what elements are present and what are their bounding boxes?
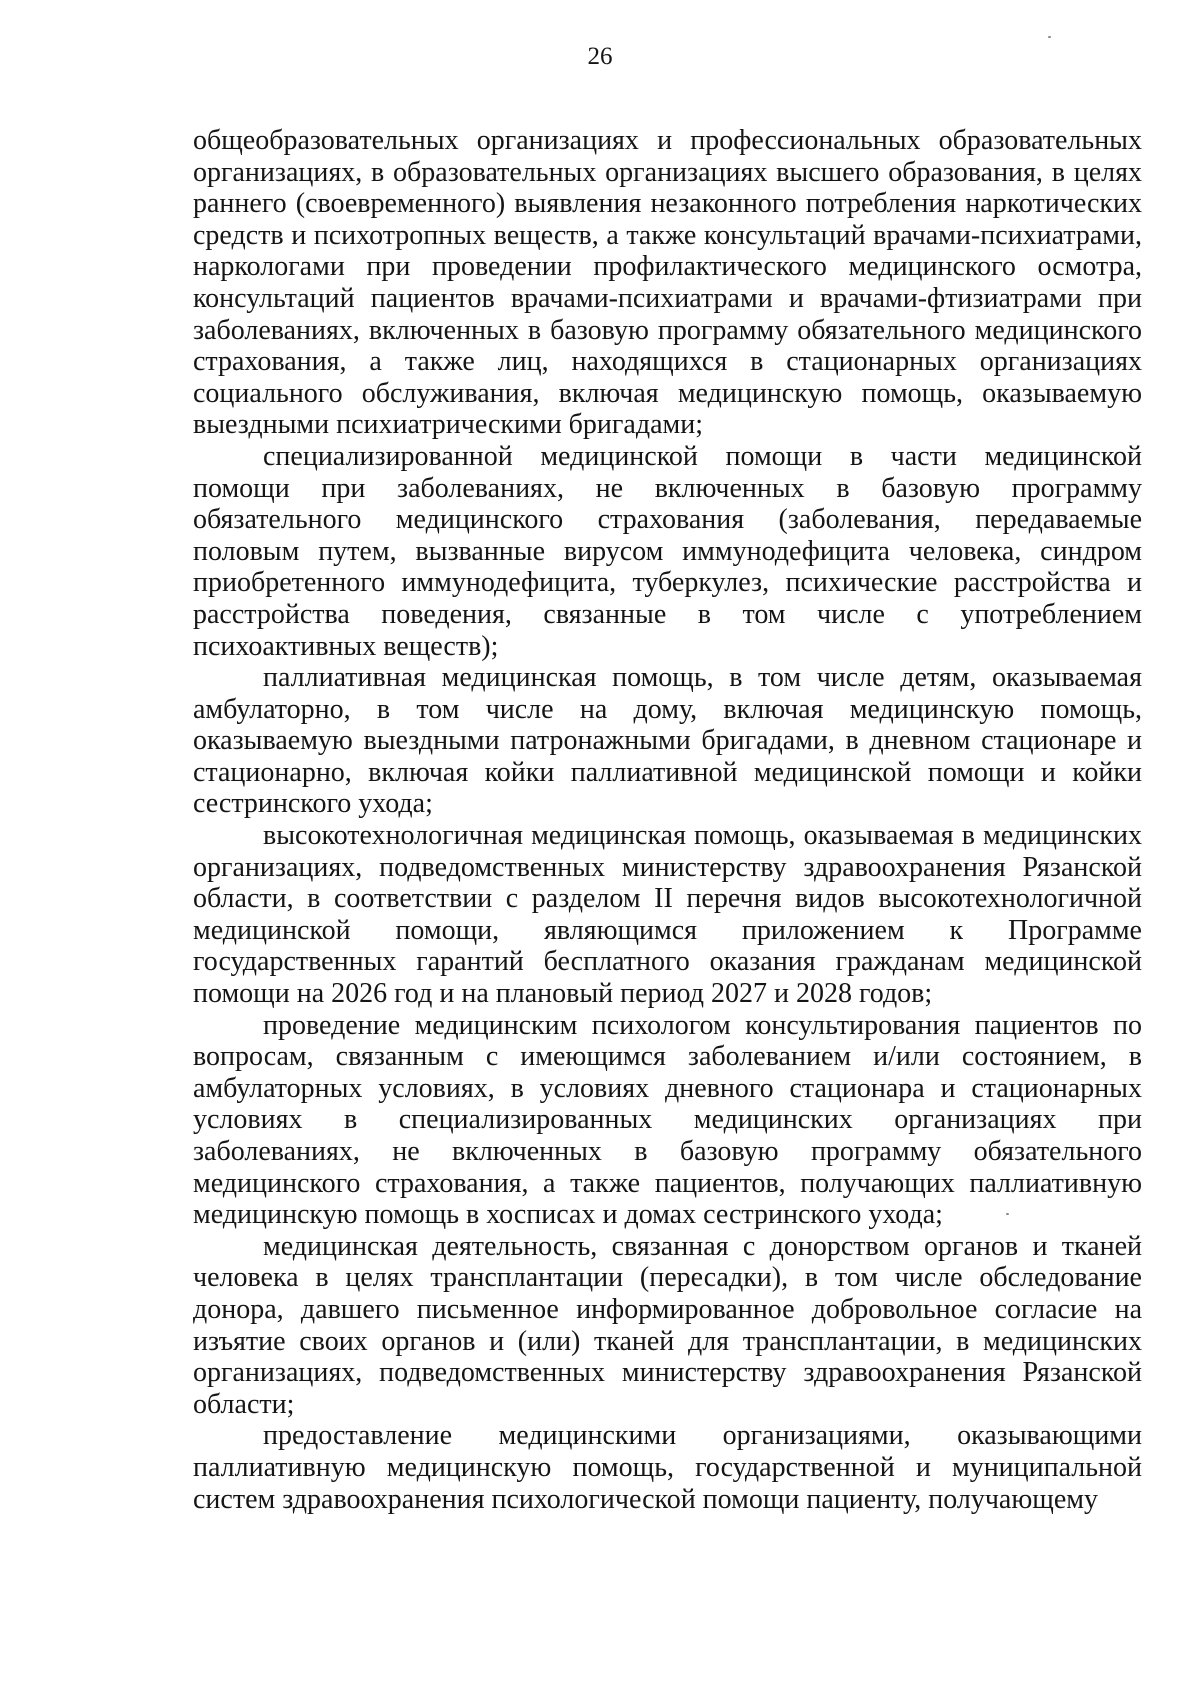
document-body bbox=[193, 125, 1142, 1515]
scan-speck bbox=[1048, 36, 1051, 38]
paragraph-continuation: общеобразовательных организациях и профессиональных образовательных организациях, в образовательных организациях высшего образования, в целях раннего (своевременного) выявления незаконного потребления наркотических средств и психотропных веществ, а также консультаций врачами-психиатрами, наркологами при проведении профилактического медицинского осмотра, консультаций пациентов врачами-психиатрами и врачами-фтизиатрами при заболеваниях, включенных в базовую программу обязательного медицинского страхования, а также лиц, находящихся в стационарных организациях социального обслуживания, включая медицинскую помощь, оказываемую выездными психиатрическими бригадами; bbox=[193, 125, 1142, 441]
paragraph-organ-donation: медицинская деятельность, связанная с донорством органов и тканей человека в целях трансплантации (пересадки), в том числе обследование донора, давшего письменное информированное добровольное согласие на изъятие своих органов и (или) тканей для трансплантации, в медицинских организациях, подведомственных министерству здравоохранения Рязанской области; bbox=[193, 1230, 1142, 1420]
paragraph-high-tech-care: высокотехнологичная медицинская помощь, оказываемая в медицинских организациях, подведомственных министерству здравоохранения Рязанской области, в соответствии с разделом II перечня видов высокотехнологичной медицинской помощи, являющимся приложением к Программе государственных гарантий бесплатного оказания гражданам медицинской помощи на 2026 год и на плановый период 2027 и 2028 годов; bbox=[193, 820, 1142, 1010]
paragraph-psychological-help: предоставление медицинскими организациями, оказывающими паллиативную медицинскую помощь, государственной и муниципальной систем здравоохранения психологической помощи пациенту, получающему bbox=[193, 1420, 1142, 1515]
page-number: 26 bbox=[587, 43, 613, 70]
paragraph-specialized-care: специализированной медицинской помощи в части медицинской помощи при заболеваниях, не включенных в базовую программу обязательного медицинского страхования (заболевания, передаваемые половым путем, вызванные вирусом иммунодефицита человека, синдром приобретенного иммунодефицита, туберкулез, психические расстройства и расстройства поведения, связанные в том числе с употреблением психоактивных веществ); bbox=[193, 440, 1142, 662]
paragraph-palliative-care: паллиативная медицинская помощь, в том числе детям, оказываемая амбулаторно, в том числе на дому, включая медицинскую помощь, оказываемую выездными патронажными бригадами, в дневном стационаре и стационарно, включая койки паллиативной медицинской помощи и койки сестринского ухода; bbox=[193, 662, 1142, 820]
scan-speck bbox=[1006, 1213, 1009, 1215]
paragraph-psychologist-consulting: проведение медицинским психологом консультирования пациентов по вопросам, связанным с имеющимся заболеванием и/или состоянием, в амбулаторных условиях, в условиях дневного стационара и стационарных условиях в специализированных медицинских организациях при заболеваниях, не включенных в базовую программу обязательного медицинского страхования, а также пациентов, получающих паллиативную медицинскую помощь в хосписах и домах сестринского ухода; bbox=[193, 1009, 1142, 1231]
